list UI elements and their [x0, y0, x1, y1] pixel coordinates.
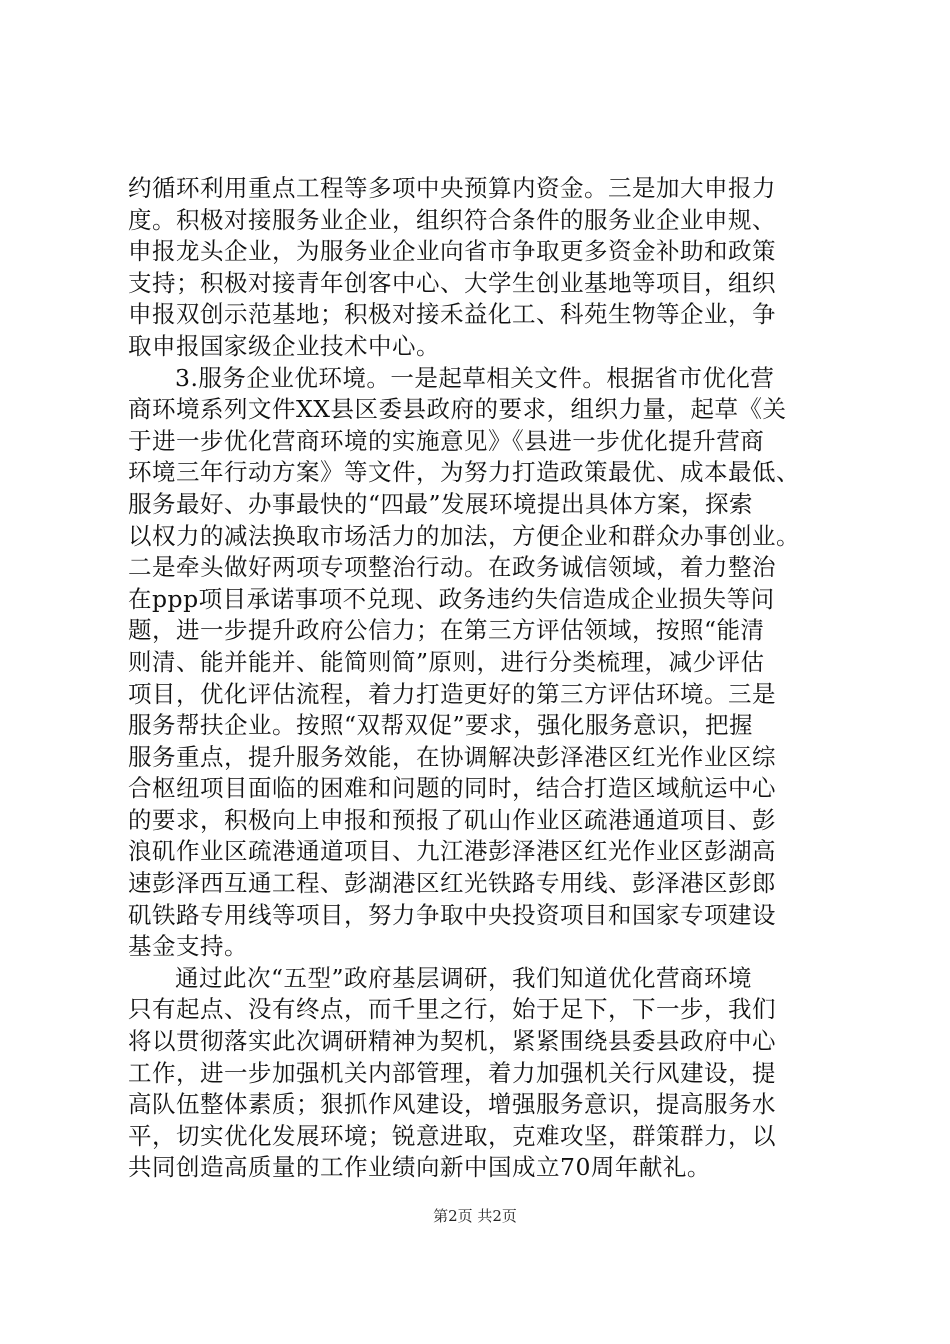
body-text	[128, 173, 828, 1184]
text-line: 高队伍整体素质；狠抓作风建设，增强服务意识，提高服务水	[128, 1090, 776, 1119]
text-line: 的要求，积极向上申报和预报了矶山作业区疏港通道项目、彭	[128, 805, 776, 834]
text-line: 将以贯彻落实此次调研精神为契机，紧紧围绕县委县政府中心	[128, 1027, 776, 1056]
text-line: 于进一步优化营商环境的实施意见》《县进一步优化提升营商	[128, 426, 765, 455]
text-line: 项目，优化评估流程，着力打造更好的第三方评估环境。三是	[128, 679, 776, 708]
text-line: 二是牵头做好两项专项整治行动。在政务诚信领域，着力整治	[128, 553, 776, 582]
text-line: 工作，进一步加强机关内部管理，着力加强机关行风建设，提	[128, 1058, 776, 1087]
text-line: 速彭泽西互通工程、彭湖港区红光铁路专用线、彭泽港区彭郎	[128, 869, 776, 898]
text-line: 通过此次“五型”政府基层调研，我们知道优化营商环境	[175, 963, 753, 992]
text-line: 服务帮扶企业。按照“双帮双促”要求，强化服务意识，把握	[128, 711, 754, 740]
text-line: 取申报国家级企业技术中心。	[128, 331, 440, 360]
text-line: 矶铁路专用线等项目，努力争取中央投资项目和国家专项建设	[128, 900, 776, 929]
text-line: 环境三年行动方案》等文件，为努力打造政策最优、成本最低、	[128, 458, 800, 487]
text-line: 浪矶作业区疏港通道项目、九江港彭泽港区红光作业区彭湖高	[128, 837, 776, 866]
text-line: 则清、能并能并、能简则简”原则，进行分类梳理，减少评估	[128, 647, 765, 676]
text-line: 以权力的减法换取市场活力的加法，方便企业和群众办事创业。	[128, 521, 800, 550]
text-line: 合枢纽项目面临的困难和问题的同时，结合打造区域航运中心	[128, 774, 776, 803]
text-line: 服务最好、办事最快的“四最”发展环境提出具体方案，探索	[128, 489, 754, 518]
text-line: 3.服务企业优环境。一是起草相关文件。根据省市优化营	[175, 363, 775, 392]
text-line: 在ppp项目承诺事项不兑现、政务违约失信造成企业损失等问	[128, 584, 775, 613]
text-line: 基金支持。	[128, 932, 248, 961]
text-line: 平，切实优化发展环境；锐意进取，克难攻坚，群策群力，以	[128, 1121, 776, 1150]
page-footer: 第2页 共2页	[433, 1207, 517, 1225]
text-line: 共同创造高质量的工作业绩向新中国成立70周年献礼。	[128, 1153, 711, 1182]
text-line: 服务重点，提升服务效能，在协调解决彭泽港区红光作业区综	[128, 742, 776, 771]
text-line: 约循环利用重点工程等多项中央预算内资金。三是加大申报力	[128, 174, 776, 202]
text-line: 只有起点、没有终点，而千里之行，始于足下，下一步，我们	[128, 995, 776, 1024]
text-line: 商环境系列文件XX县区委县政府的要求，组织力量，起草《关	[128, 395, 787, 424]
text-line: 题，进一步提升政府公信力；在第三方评估领域，按照“能清	[128, 616, 765, 645]
text-line: 申报双创示范基地；积极对接禾益化工、科苑生物等企业，争	[128, 300, 776, 329]
text-line: 支持；积极对接青年创客中心、大学生创业基地等项目，组织	[128, 268, 776, 297]
text-line: 度。积极对接服务业企业，组织符合条件的服务业企业申规、	[128, 205, 776, 234]
text-line: 申报龙头企业，为服务业企业向省市争取更多资金补助和政策	[128, 237, 776, 266]
